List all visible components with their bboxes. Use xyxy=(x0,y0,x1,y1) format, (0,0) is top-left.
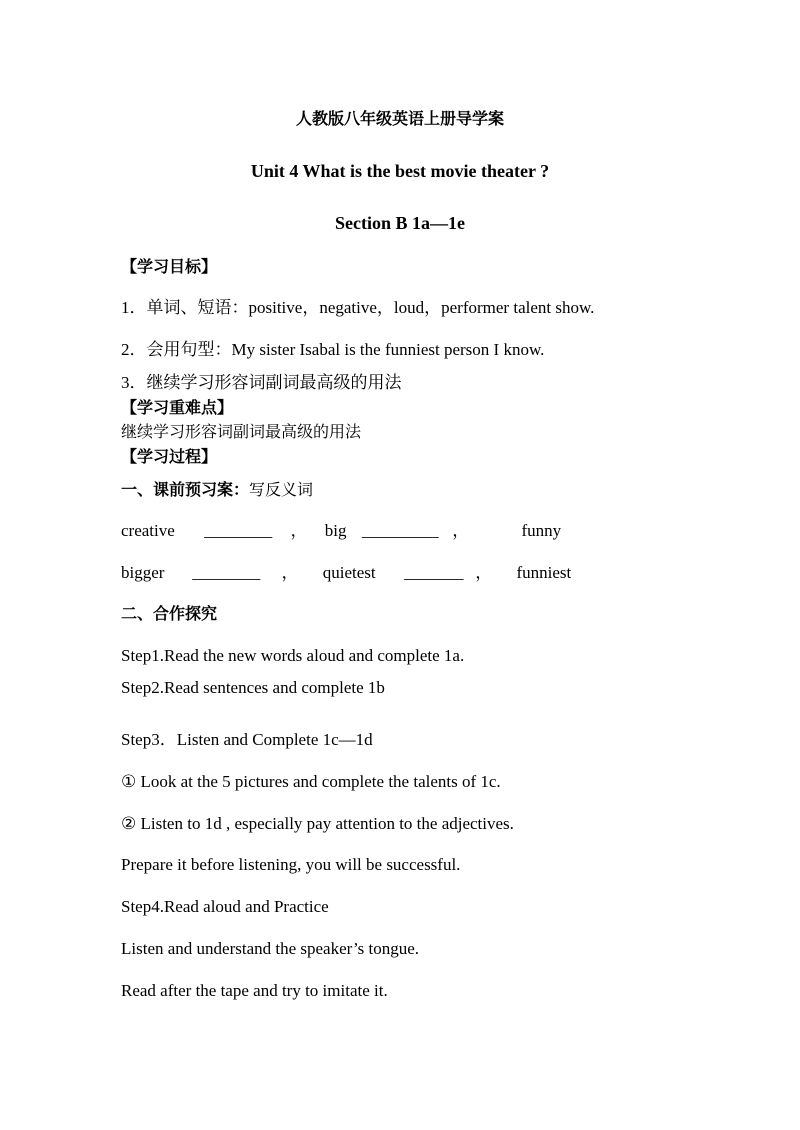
comma-2: ， xyxy=(452,521,470,540)
listen-instruction: Listen and understand the speaker’s tongue. xyxy=(121,939,420,958)
comma-3: ， xyxy=(281,563,299,582)
word-big: big xyxy=(324,521,347,540)
step-3: Step3．Listen and Complete 1c—1d xyxy=(121,730,373,749)
part1-label: 一、课前预习案： xyxy=(121,480,250,499)
document-title: 人教版八年级英语上册导学案 xyxy=(295,109,504,128)
comma-4: ， xyxy=(475,563,493,582)
part1-line xyxy=(121,479,313,501)
process-heading: 【学习过程】 xyxy=(121,447,218,466)
goal-item-3: 3．继续学习形容词副词最高级的用法 xyxy=(121,373,402,392)
step-2: Step2.Read sentences and complete 1b xyxy=(121,678,385,697)
antonym-row-1 xyxy=(121,520,561,542)
step-1: Step1.Read the new words aloud and complete 1a. xyxy=(121,646,465,665)
goal-item-2: 2．会用句型：My sister Isabal is the funniest person I know. xyxy=(121,340,545,359)
step-4: Step4.Read aloud and Practice xyxy=(121,897,329,916)
key-points-text: 继续学习形容词副词最高级的用法 xyxy=(121,422,362,441)
read-instruction: Read after the tape and try to imitate it. xyxy=(121,981,388,1000)
part2-heading: 二、合作探究 xyxy=(121,604,218,623)
word-creative: creative xyxy=(121,521,175,540)
section-title: Section B 1a—1e xyxy=(335,213,465,233)
word-funny: funny xyxy=(521,521,562,540)
part1-text: 写反义词 xyxy=(249,480,314,499)
blank-2: _________ xyxy=(362,521,439,540)
prepare-tip: Prepare it before listening, you will be successful. xyxy=(121,855,461,874)
key-points-heading: 【学习重难点】 xyxy=(121,398,234,417)
blank-1: ________ xyxy=(204,521,273,540)
goal-item-1: 1．单词、短语：positive，negative，loud，performer talent show. xyxy=(121,298,595,317)
word-bigger: bigger xyxy=(121,563,165,582)
word-funniest: funniest xyxy=(516,563,572,582)
unit-title: Unit 4 What is the best movie theater ? xyxy=(250,161,550,181)
antonym-row-2 xyxy=(121,562,571,584)
blank-3: ________ xyxy=(192,563,261,582)
word-quietest: quietest xyxy=(322,563,376,582)
goals-heading: 【学习目标】 xyxy=(121,257,218,276)
step-3-sub-2: ② Listen to 1d , especially pay attention to the adjectives. xyxy=(121,814,514,833)
step-3-sub-1: ① Look at the 5 pictures and complete the talents of 1c. xyxy=(121,772,501,791)
comma-1: ， xyxy=(290,521,308,540)
blank-4: _______ xyxy=(404,563,464,582)
